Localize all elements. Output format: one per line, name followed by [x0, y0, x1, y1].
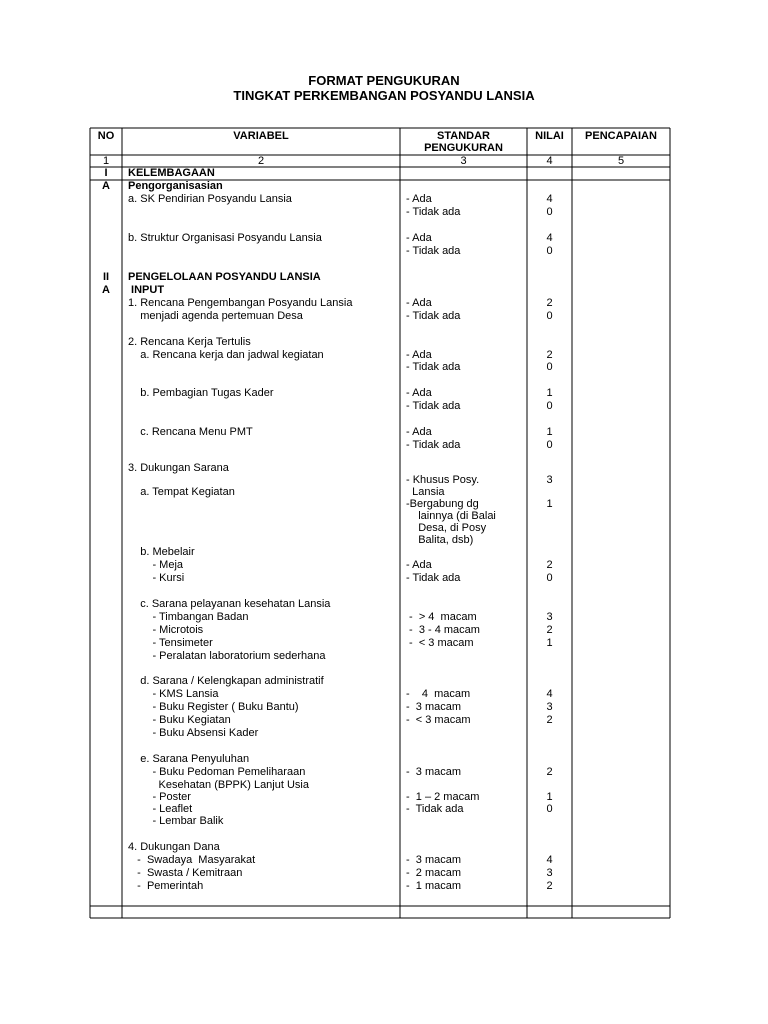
header-variabel: VARIABEL: [233, 130, 289, 142]
header-pencapaian: PENCAPAIAN: [585, 130, 657, 142]
row-variabel: - Lembar Balik: [128, 815, 224, 827]
row-nilai: 0: [546, 572, 553, 584]
row-nilai: 0: [546, 439, 553, 451]
column-number-4: 4: [546, 155, 553, 167]
row-variabel: - Swadaya Masyarakat: [128, 854, 256, 866]
row-variabel: - Peralatan laboratorium sederhana: [128, 650, 326, 662]
row-nilai: 2: [546, 766, 553, 778]
row-variabel: 2. Rencana Kerja Tertulis: [128, 336, 251, 348]
row-no: II: [102, 271, 110, 283]
row-variabel: - Meja: [128, 559, 184, 571]
row-nilai: 0: [546, 310, 553, 322]
row-standar: - < 3 macam: [406, 714, 471, 726]
row-nilai: 4: [546, 193, 553, 205]
row-standar: - Tidak ada: [406, 310, 461, 322]
row-variabel: c. Sarana pelayanan kesehatan Lansia: [128, 598, 331, 610]
row-standar: - Ada: [406, 232, 432, 244]
row-nilai: 2: [546, 880, 553, 892]
row-nilai: 3: [546, 474, 553, 486]
row-variabel: - Leaflet: [128, 803, 193, 815]
row-standar: - 3 macam: [406, 766, 462, 778]
row-no: A: [102, 284, 110, 296]
header-standar-1: STANDAR: [437, 130, 490, 142]
row-variabel: - Tensimeter: [128, 637, 213, 649]
row-nilai: 0: [546, 206, 553, 218]
column-number-5: 5: [617, 155, 625, 167]
row-standar: - < 3 macam: [406, 637, 474, 649]
row-variabel: c. Rencana Menu PMT: [128, 426, 253, 438]
row-nilai: 2: [546, 349, 553, 361]
row-variabel: 1. Rencana Pengembangan Posyandu Lansia: [128, 297, 353, 309]
row-variabel: - Buku Kegiatan: [128, 714, 231, 726]
row-variabel: - Pemerintah: [128, 880, 204, 892]
row-nilai: 2: [546, 559, 553, 571]
row-standar: - Tidak ada: [406, 400, 461, 412]
row-standar: - > 4 macam: [406, 611, 477, 623]
row-standar: - 3 macam: [406, 854, 462, 866]
row-variabel: 3. Dukungan Sarana: [128, 462, 229, 474]
header-nilai: NILAI: [535, 130, 564, 142]
row-variabel: b. Pembagian Tugas Kader: [128, 387, 274, 399]
row-standar: - 1 macam: [406, 880, 462, 892]
row-nilai: 1: [546, 791, 553, 803]
row-standar: - Tidak ada: [406, 803, 464, 815]
column-number-3: 3: [460, 155, 467, 167]
row-variabel: b. Mebelair: [128, 546, 195, 558]
row-variabel: a. Rencana kerja dan jadwal kegiatan: [128, 349, 324, 361]
row-variabel: 4. Dukungan Dana: [128, 841, 220, 853]
row-nilai: 2: [546, 297, 553, 309]
row-nilai: 2: [546, 714, 553, 726]
row-standar: -Bergabung dg: [406, 498, 479, 510]
row-standar: - 3 macam: [406, 701, 462, 713]
row-variabel: - Kursi: [128, 572, 185, 584]
document-title: FORMAT PENGUKURAN: [308, 73, 460, 88]
row-standar: - Tidak ada: [406, 361, 461, 373]
row-nilai: 0: [546, 400, 553, 412]
row-nilai: 0: [546, 803, 553, 815]
row-variabel: a. Tempat Kegiatan: [128, 486, 235, 498]
row-variabel: INPUT: [128, 284, 165, 296]
row-variabel: d. Sarana / Kelengkapan administratif: [128, 675, 324, 687]
row-variabel: a. SK Pendirian Posyandu Lansia: [128, 193, 292, 205]
row-nilai: 3: [546, 867, 553, 879]
row-variabel: - Buku Absensi Kader: [128, 727, 259, 739]
row-variabel: - Poster: [128, 791, 191, 803]
row-nilai: 4: [546, 688, 553, 700]
row-standar: - Tidak ada: [406, 439, 461, 451]
column-number-1: 1: [102, 155, 110, 167]
row-standar: - Tidak ada: [406, 245, 461, 257]
row-standar: - Ada: [406, 426, 432, 438]
row-standar: Balita, dsb): [406, 534, 474, 546]
row-nilai: 1: [546, 426, 553, 438]
row-variabel: Kesehatan (BPPK) Lanjut Usia: [128, 779, 309, 791]
row-nilai: 4: [546, 232, 553, 244]
row-standar: - Tidak ada: [406, 206, 461, 218]
row-standar: - Ada: [406, 349, 432, 361]
row-no: I: [104, 167, 108, 179]
row-variabel: - Swasta / Kemitraan: [128, 867, 243, 879]
row-standar: - 1 – 2 macam: [406, 791, 480, 803]
row-nilai: 1: [546, 498, 553, 510]
row-nilai: 4: [546, 854, 553, 866]
row-nilai: 1: [546, 637, 553, 649]
row-nilai: 3: [546, 611, 553, 623]
row-nilai: 2: [546, 624, 553, 636]
row-standar: - 3 - 4 macam: [406, 624, 480, 636]
column-number-2: 2: [257, 155, 265, 167]
row-standar: - 2 macam: [406, 867, 462, 879]
row-standar: - Tidak ada: [406, 572, 461, 584]
row-no: A: [102, 180, 110, 192]
row-standar: - Ada: [406, 297, 432, 309]
row-variabel: - Buku Register ( Buku Bantu): [128, 701, 299, 713]
row-nilai: 0: [546, 245, 553, 257]
row-variabel: - Microtois: [128, 624, 204, 636]
row-variabel: PENGELOLAAN POSYANDU LANSIA: [128, 271, 321, 283]
row-variabel: - KMS Lansia: [128, 688, 219, 700]
row-variabel: b. Struktur Organisasi Posyandu Lansia: [128, 232, 322, 244]
row-standar: - 4 macam: [406, 688, 471, 700]
row-variabel: - Timbangan Badan: [128, 611, 249, 623]
row-variabel: - Buku Pedoman Pemeliharaan: [128, 766, 306, 778]
row-standar: - Ada: [406, 559, 432, 571]
row-variabel: KELEMBAGAAN: [128, 167, 215, 179]
row-standar: - Khusus Posy.: [406, 474, 480, 486]
row-variabel: menjadi agenda pertemuan Desa: [128, 310, 303, 322]
document-subtitle: TINGKAT PERKEMBANGAN POSYANDU LANSIA: [233, 88, 535, 103]
row-nilai: 1: [546, 387, 553, 399]
row-variabel: Pengorganisasian: [128, 180, 223, 192]
row-standar: lainnya (di Balai: [406, 510, 496, 522]
header-standar-2: PENGUKURAN: [424, 142, 503, 154]
row-variabel: e. Sarana Penyuluhan: [128, 753, 250, 765]
row-standar: - Ada: [406, 193, 432, 205]
row-standar: Desa, di Posy: [406, 522, 487, 534]
row-standar: Lansia: [406, 486, 445, 498]
row-standar: - Ada: [406, 387, 432, 399]
row-nilai: 0: [546, 361, 553, 373]
row-nilai: 3: [546, 701, 553, 713]
header-no: NO: [97, 130, 115, 142]
